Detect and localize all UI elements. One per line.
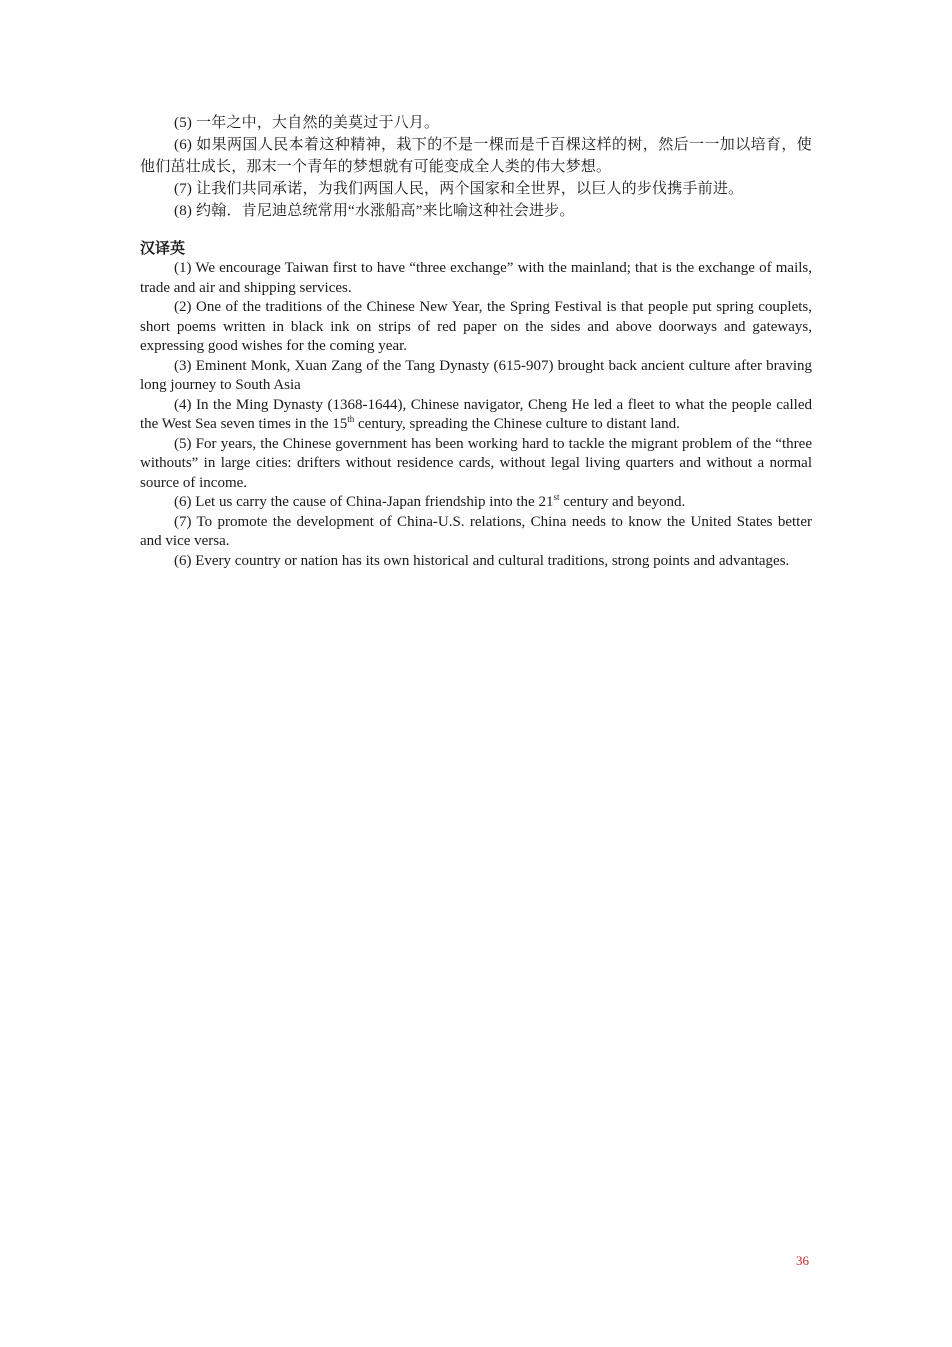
paragraph-6-text-end: century and beyond. <box>559 494 686 510</box>
ordinal-suffix-st: st <box>553 492 560 502</box>
english-paragraph-5: (5) For years, the Chinese government has been working hard to tackle the migrant problem of the “three withouts” in large cities: drifters without residence cards, without legal living quarters and without a normal source of income. <box>140 435 812 491</box>
english-paragraph-4 <box>140 396 812 435</box>
english-paragraph-7: (7) To promote the development of China-U.S. relations, China needs to know the United States better and vice versa. <box>140 513 812 549</box>
english-paragraph-2: (2) One of the traditions of the Chinese New Year, the Spring Festival is that people put spring couplets, short poems written in black ink on strips of red paper on the sides and above doorways and gateways, expressing good wishes for the coming year. <box>140 299 812 354</box>
english-paragraph-8: (6) Every country or nation has its own historical and cultural traditions, strong points and advantages. <box>174 552 790 569</box>
paragraph-4-text-start: (4) In the Ming Dynasty (1368-1644), Chinese navigator, Cheng He led a fleet to what the people called the West Sea seven times in the 15 <box>140 396 812 432</box>
english-paragraph-1: (1) We encourage Taiwan first to have “three exchange” with the mainland; that is the exchange of mails, trade and air and shipping services. <box>140 260 812 296</box>
chinese-sentence-6: (6) 如果两国人民本着这种精神，栽下的不是一棵而是千百棵这样的树，然后一一加以培育，使他们茁壮成长，那末一个青年的梦想就有可能变成全人类的伟大梦想。 <box>140 137 812 175</box>
english-paragraph-3: (3) Eminent Monk, Xuan Zang of the Tang Dynasty (615-907) brought back ancient culture after braving long journey to South Asia <box>140 357 812 393</box>
ordinal-suffix-th: th <box>347 414 355 424</box>
chinese-sentence-7: (7) 让我们共同承诺，为我们两国人民，两个国家和全世界，以巨人的步伐携手前进。 <box>174 181 744 197</box>
chinese-sentence-5: (5) 一年之中，大自然的美莫过于八月。 <box>174 115 440 131</box>
chinese-sentence-8: (8) 约翰．肯尼迪总统常用“水涨船高”来比喻这种社会进步。 <box>174 203 575 219</box>
paragraph-6-text-start: (6) Let us carry the cause of China-Japan friendship into the 21 <box>174 494 554 510</box>
document-page <box>140 112 812 571</box>
english-paragraph-6 <box>140 493 812 513</box>
section-heading: 汉译英 <box>140 239 186 257</box>
page-number: 36 <box>796 1253 809 1268</box>
paragraph-4-text-end: century, spreading the Chinese culture to distant land. <box>354 416 680 432</box>
